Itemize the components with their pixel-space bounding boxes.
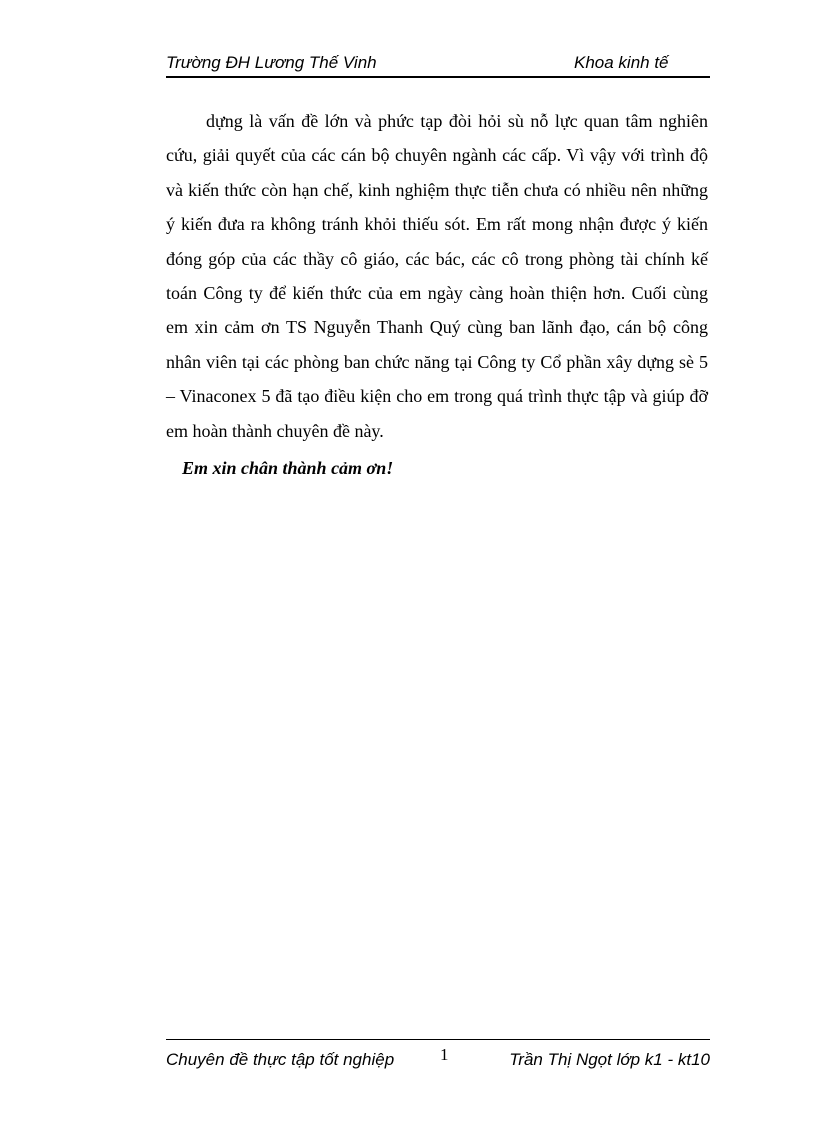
- body-paragraph: [166, 104, 708, 448]
- body-paragraph-text: dựng là vấn đề lớn và phức tạp đòi hỏi sù nỗ lực quan tâm nghiên cứu, giải quyết của các cán bộ chuyên ngành các cấp. Vì vậy với trình độ và kiến thức còn hạn chế, kinh nghiệm thực tiễn chưa có nhiều nên những ý kiến đưa ra không tránh khỏi thiếu sót. Em rất mong nhận được ý kiến đóng góp của các thầy cô giáo, các bác, các cô trong phòng tài chính kế toán Công ty để kiến thức của em ngày càng hoàn thiện hơn. Cuối cùng em xin cảm ơn TS Nguyễn Thanh Quý cùng ban lãnh đạo, cán bộ công nhân viên tại các phòng ban chức năng tại Công ty Cổ phần xây dựng sè 5 – Vinaconex 5 đã tạo điều kiện cho em trong quá trình thực tập và giúp đỡ em hoàn thành chuyên đề này.: [166, 111, 708, 441]
- footer-author: Trần Thị Ngọt lớp k1 - kt10: [509, 1050, 710, 1069]
- footer-document-type: Chuyên đề thực tập tốt nghiệp: [166, 1050, 395, 1069]
- page-footer: [166, 1039, 710, 1080]
- header-faculty-name: Khoa kinh tế: [574, 53, 669, 72]
- closing-thanks: Em xin chân thành cảm ơn!: [182, 458, 394, 478]
- page-number: 1: [440, 1045, 449, 1064]
- header-school-name: Trường ĐH Lương Thế Vinh: [166, 53, 377, 72]
- page-header: [166, 52, 710, 78]
